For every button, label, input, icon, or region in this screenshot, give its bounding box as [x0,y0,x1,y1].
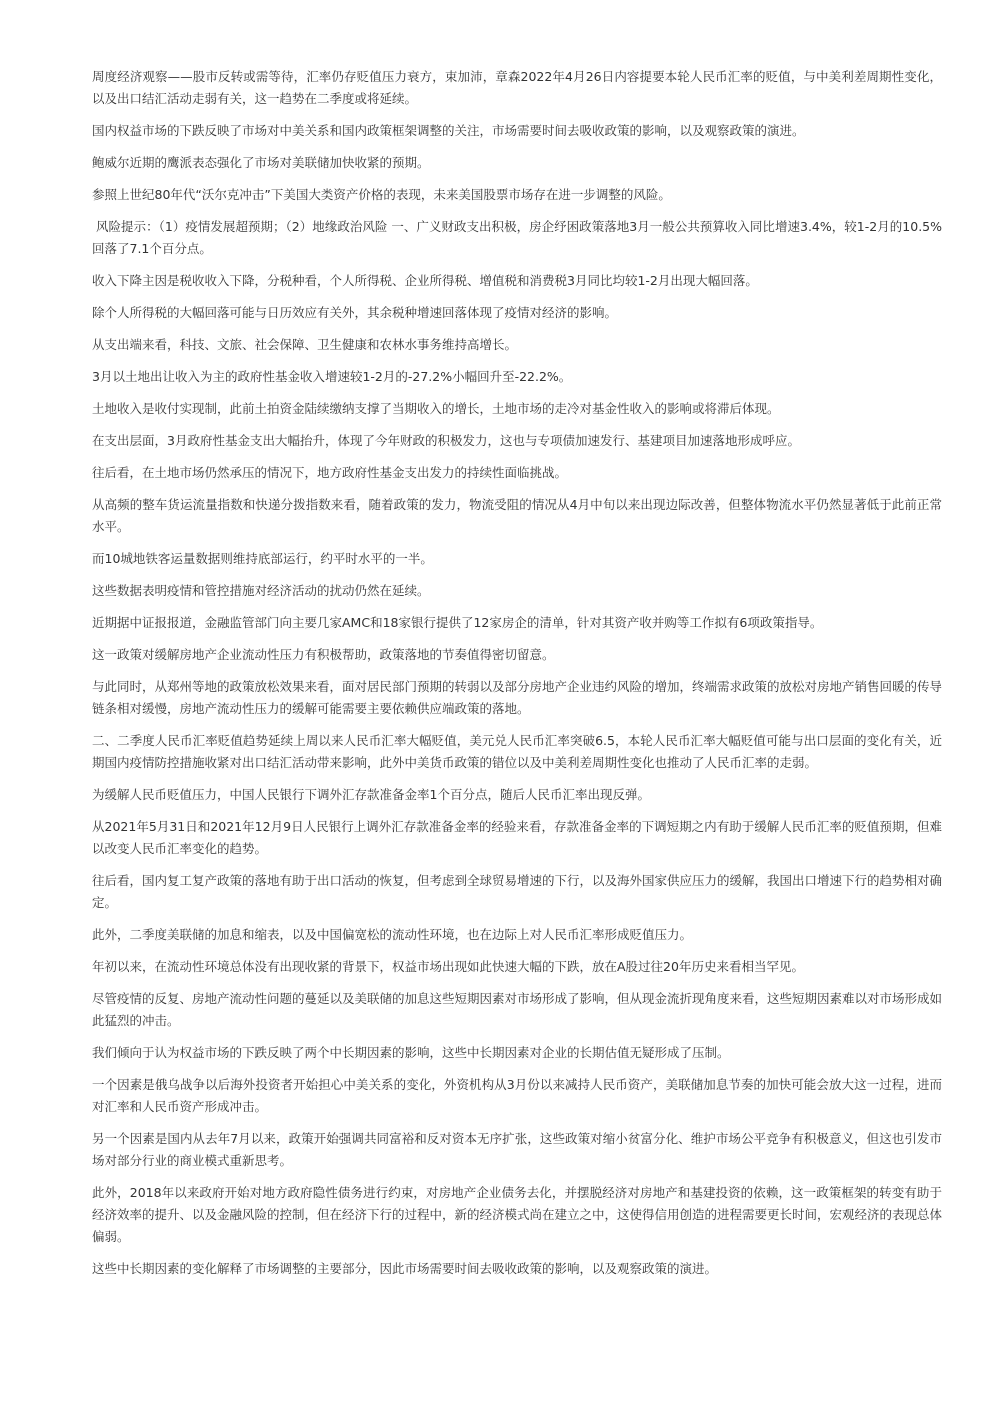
paragraph: 此外，二季度美联储的加息和缩表，以及中国偏宽松的流动性环境，也在边际上对人民币汇率形成贬值压力。 [92,927,693,942]
paragraph: 从高频的整车货运流量指数和快递分拨指数来看，随着政策的发力，物流受阻的情况从4月中旬以来出现边际改善，但整体物流水平仍然显著低于此前正常水平。 [92,497,942,534]
article-body [92,66,942,1290]
paragraph: 从2021年5月31日和2021年12月9日人民银行上调外汇存款准备金率的经验来看，存款准备金率的下调短期之内有助于缓解人民币汇率的贬值预期，但难以改变人民币汇率变化的趋势。 [92,819,942,856]
paragraph: 这一政策对缓解房地产企业流动性压力有积极帮助，政策落地的节奏值得密切留意。 [92,647,555,662]
paragraph: 我们倾向于认为权益市场的下跌反映了两个中长期因素的影响，这些中长期因素对企业的长期估值无疑形成了压制。 [92,1045,730,1060]
paragraph: 收入下降主因是税收收入下降，分税种看，个人所得税、企业所得税、增值税和消费税3月同比均较1-2月出现大幅回落。 [92,273,758,288]
paragraph: 而10城地铁客运量数据则维持底部运行，约平时水平的一半。 [92,551,433,566]
paragraph: 风险提示：（1）疫情发展超预期；（2）地缘政治风险 一、广义财政支出积极，房企纾困政策落地3月一般公共预算收入同比增速3.4%，较1-2月的10.5%回落了7.1个百分点。 [92,219,942,256]
paragraph: 年初以来，在流动性环境总体没有出现收紧的背景下，权益市场出现如此快速大幅的下跌，放在A股过往20年历史来看相当罕见。 [92,959,804,974]
paragraph: 另一个因素是国内从去年7月以来，政策开始强调共同富裕和反对资本无序扩张，这些政策对缩小贫富分化、维护市场公平竞争有积极意义，但这也引发市场对部分行业的商业模式重新思考。 [92,1131,942,1168]
paragraph: 为缓解人民币贬值压力，中国人民银行下调外汇存款准备金率1个百分点，随后人民币汇率出现反弹。 [92,787,650,802]
paragraph: 这些中长期因素的变化解释了市场调整的主要部分，因此市场需要时间去吸收政策的影响，以及观察政策的演进。 [92,1261,718,1276]
paragraph: 国内权益市场的下跌反映了市场对中美关系和国内政策框架调整的关注，市场需要时间去吸收政策的影响，以及观察政策的演进。 [92,123,805,138]
paragraph: 近期据中证报报道，金融监管部门向主要几家AMC和18家银行提供了12家房企的清单，针对其资产收并购等工作拟有6项政策指导。 [92,615,823,630]
paragraph: 在支出层面，3月政府性基金支出大幅抬升，体现了今年财政的积极发力，这也与专项债加速发行、基建项目加速落地形成呼应。 [92,433,800,448]
paragraph: 与此同时，从郑州等地的政策放松效果来看，面对居民部门预期的转弱以及部分房地产企业违约风险的增加，终端需求政策的放松对房地产销售回暖的传导链条相对缓慢，房地产流动性压力的缓解可能需要主要依赖供应端政策的落地。 [92,679,943,716]
paragraph: 参照上世纪80年代“沃尔克冲击”下美国大类资产价格的表现，未来美国股票市场存在进一步调整的风险。 [92,187,671,202]
paragraph: 一个因素是俄乌战争以后海外投资者开始担心中美关系的变化，外资机构从3月份以来减持人民币资产，美联储加息节奏的加快可能会放大这一过程，进而对汇率和人民币资产形成冲击。 [92,1077,942,1114]
paragraph: 二、二季度人民币汇率贬值趋势延续上周以来人民币汇率大幅贬值，美元兑人民币汇率突破6.5，本轮人民币汇率大幅贬值可能与出口层面的变化有关，近期国内疫情防控措施收紧对出口结汇活动带来影响，此外中美货币政策的错位以及中美利差周期性变化也推动了人民币汇率的走弱。 [92,733,942,770]
paragraph: 此外，2018年以来政府开始对地方政府隐性债务进行约束，对房地产企业债务去化，并摆脱经济对房地产和基建投资的依赖，这一政策框架的转变有助于经济效率的提升、以及金融风险的控制，但在经济下行的过程中，新的经济模式尚在建立之中，这使得信用创造的进程需要更长时间，宏观经济的表现总体偏弱。 [92,1185,943,1244]
paragraph: 往后看，国内复工复产政策的落地有助于出口活动的恢复，但考虑到全球贸易增速的下行，以及海外国家供应压力的缓解，我国出口增速下行的趋势相对确定。 [92,873,943,910]
paragraph: 往后看，在土地市场仍然承压的情况下，地方政府性基金支出发力的持续性面临挑战。 [92,465,568,480]
paragraph: 鲍威尔近期的鹰派表态强化了市场对美联储加快收紧的预期。 [92,155,430,170]
paragraph: 这些数据表明疫情和管控措施对经济活动的扰动仍然在延续。 [92,583,430,598]
paragraph: 土地收入是收付实现制，此前土拍资金陆续缴纳支撑了当期收入的增长，土地市场的走冷对基金性收入的影响或将滞后体现。 [92,401,780,416]
paragraph: 3月以土地出让收入为主的政府性基金收入增速较1-2月的-27.2%小幅回升至-22.2%。 [92,369,572,384]
paragraph: 从支出端来看，科技、文旅、社会保障、卫生健康和农林水事务维持高增长。 [92,337,518,352]
paragraph: 尽管疫情的反复、房地产流动性问题的蔓延以及美联储的加息这些短期因素对市场形成了影响，但从现金流折现角度来看，这些短期因素难以对市场形成如此猛烈的冲击。 [92,991,943,1028]
paragraph: 除个人所得税的大幅回落可能与日历效应有关外，其余税种增速回落体现了疫情对经济的影响。 [92,305,618,320]
paragraph: 周度经济观察——股市反转或需等待，汇率仍存贬值压力衰方，束加沛，章森2022年4月26日内容提要本轮人民币汇率的贬值，与中美利差周期性变化，以及出口结汇活动走弱有关，这一趋势在二季度或将延续。 [92,69,942,106]
